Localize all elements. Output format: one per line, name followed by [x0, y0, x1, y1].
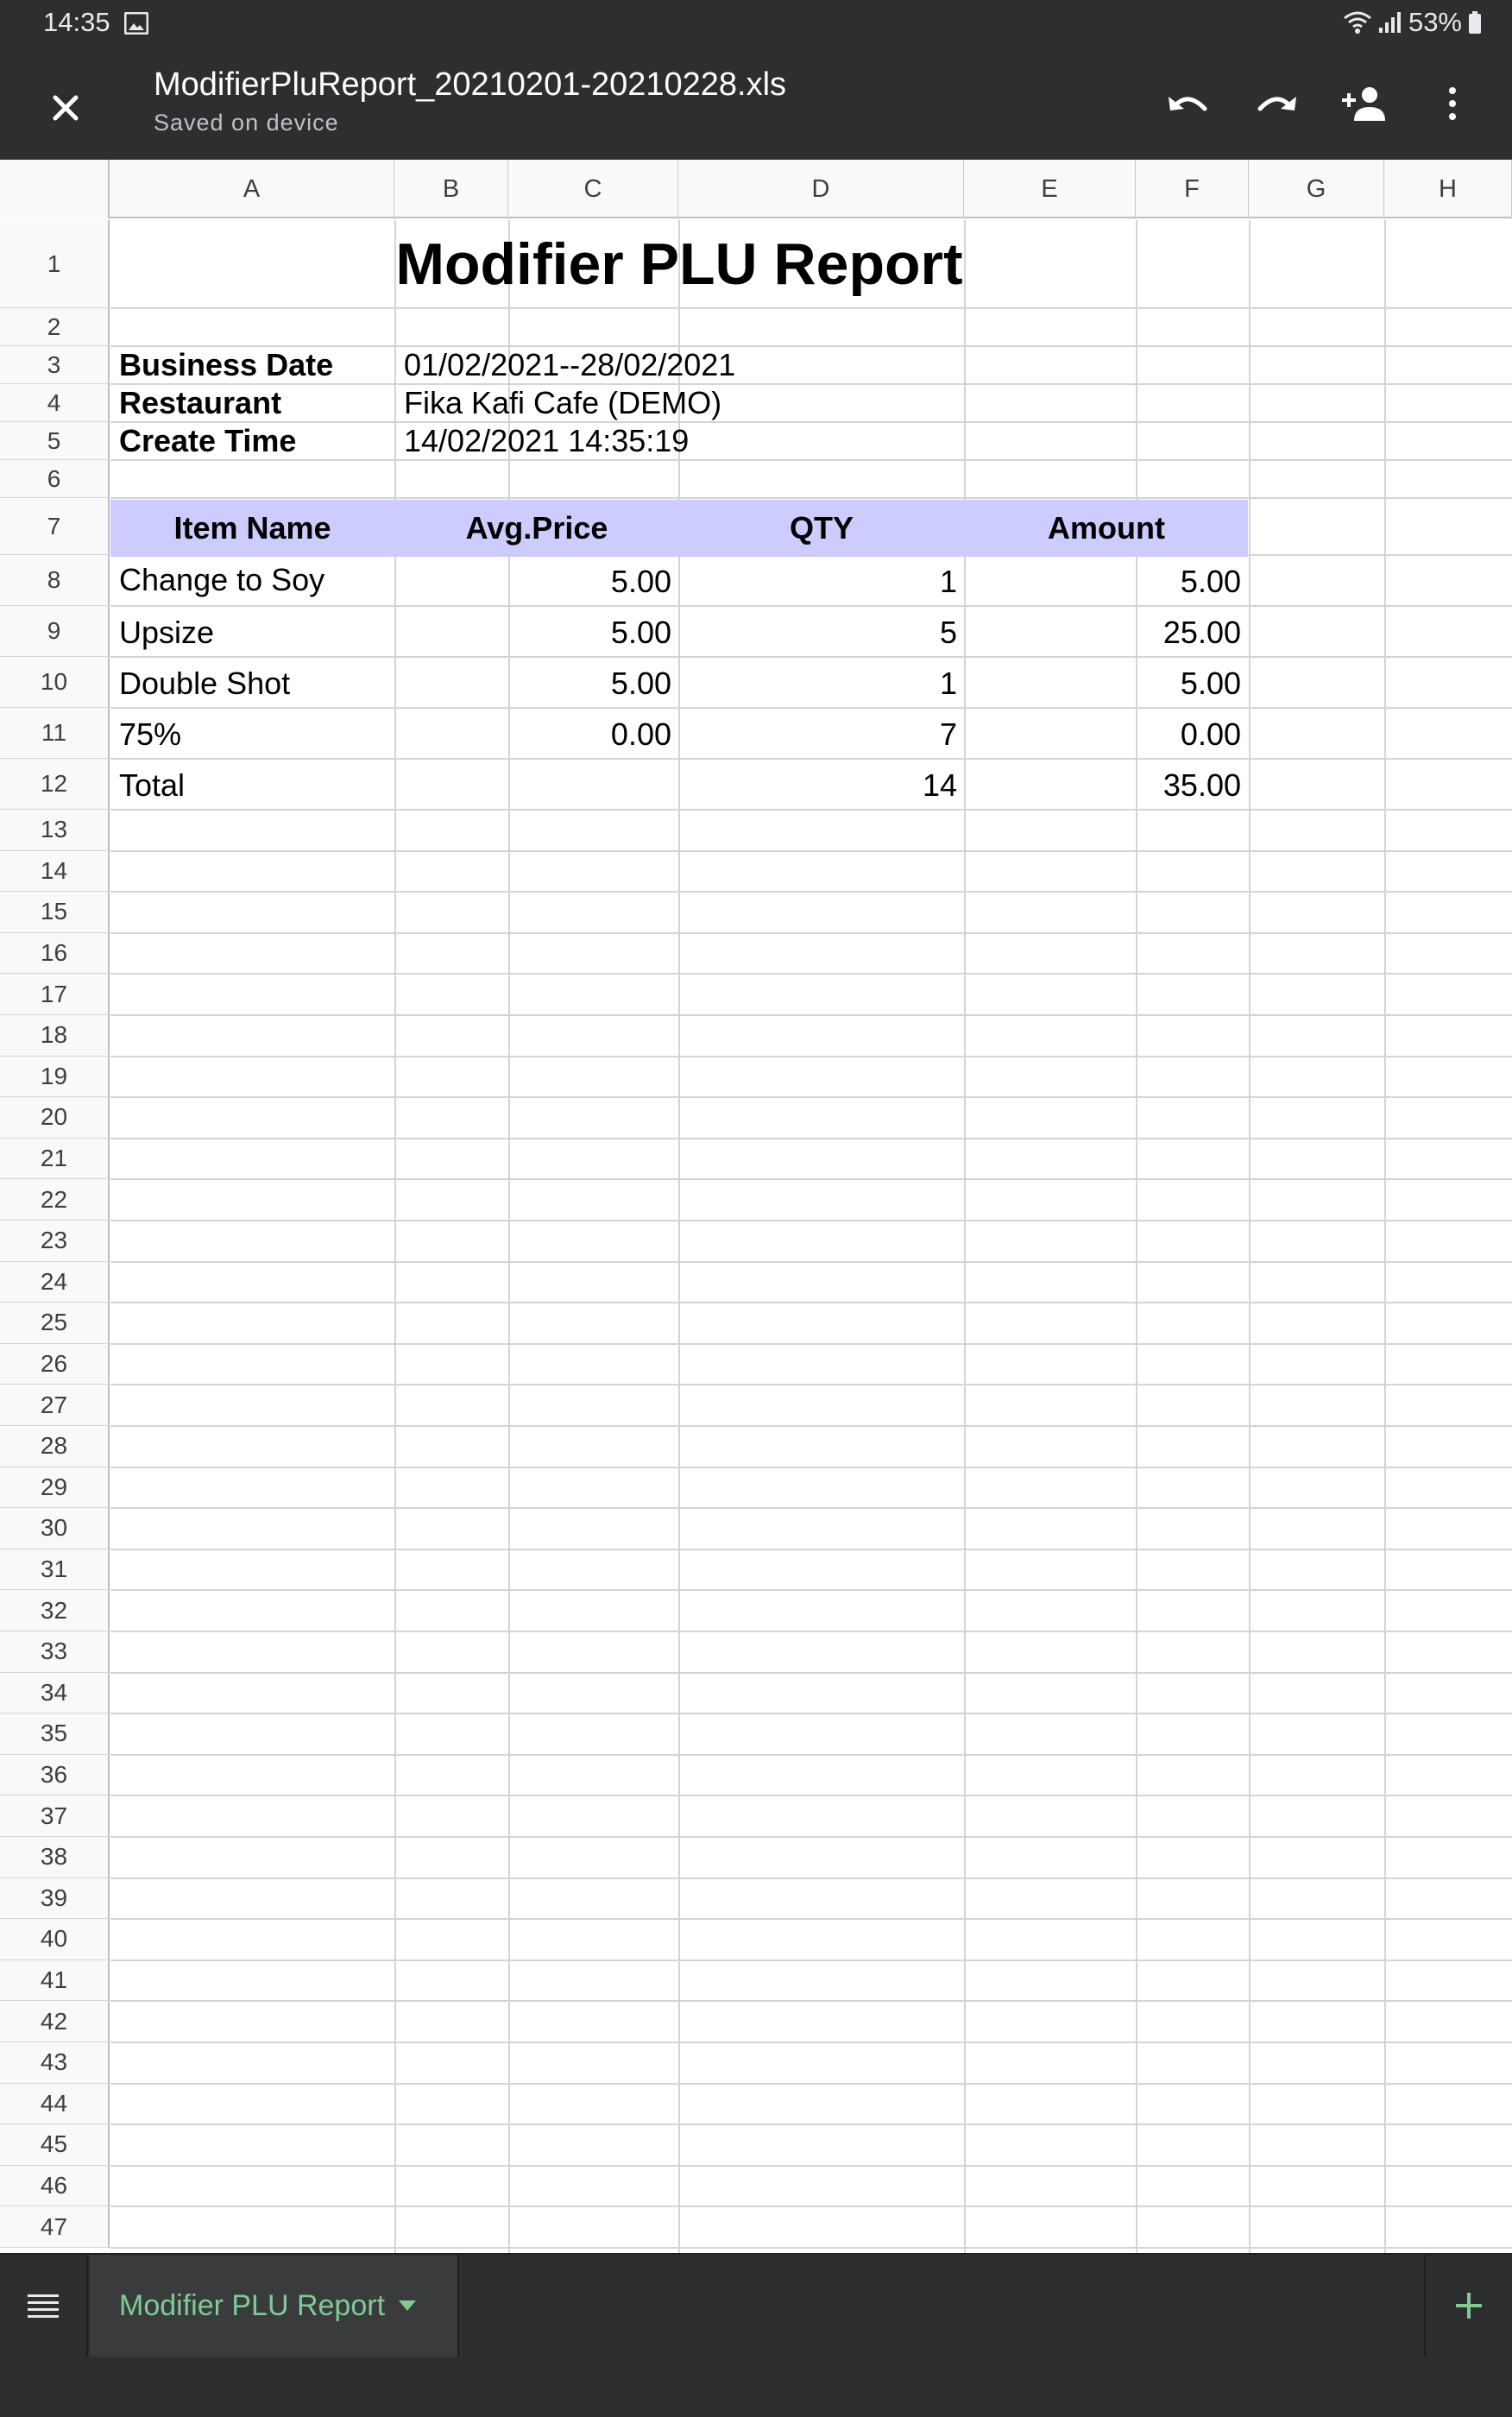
- row-header[interactable]: 41: [0, 1960, 110, 2002]
- report-title[interactable]: Modifier PLU Report: [395, 231, 963, 297]
- row-gridline: [110, 1096, 1512, 1098]
- column-header-e[interactable]: E: [964, 160, 1136, 218]
- row-gridline: [110, 932, 1512, 934]
- row-gridline: [110, 973, 1512, 975]
- row-header[interactable]: 20: [0, 1097, 110, 1139]
- row-gridline: [110, 2042, 1512, 2043]
- row-gridline: [110, 1220, 1512, 1221]
- row-header[interactable]: 10: [0, 657, 110, 708]
- row-gridline: [110, 1713, 1512, 1714]
- image-notification-icon: [124, 12, 148, 35]
- row-gridline: [110, 2000, 1512, 2002]
- row-header[interactable]: 44: [0, 2084, 110, 2125]
- restaurant-value[interactable]: Fika Kafi Cafe (DEMO): [404, 385, 722, 420]
- row-header[interactable]: 14: [0, 851, 110, 893]
- business-date-value[interactable]: 01/02/2021--28/02/2021: [404, 347, 736, 382]
- plus-icon: [1453, 2290, 1484, 2321]
- battery-percent: 53%: [1408, 7, 1462, 37]
- row-gridline: [110, 2247, 1512, 2249]
- close-icon: [40, 82, 91, 134]
- row-header[interactable]: 39: [0, 1878, 110, 1920]
- row-header[interactable]: 1: [0, 220, 110, 308]
- amount-cell[interactable]: 5.00: [1180, 666, 1241, 701]
- add-sheet-button[interactable]: [1424, 2255, 1512, 2357]
- row-header[interactable]: 45: [0, 2124, 110, 2166]
- add-person-icon: [1340, 85, 1389, 123]
- row-header[interactable]: 19: [0, 1057, 110, 1098]
- row-gridline: [110, 1877, 1512, 1879]
- row-header[interactable]: 47: [0, 2206, 110, 2248]
- qty-cell[interactable]: 1: [939, 666, 957, 701]
- row-header[interactable]: 42: [0, 2001, 110, 2042]
- file-title: ModifierPluReport_20210201-20210228.xls: [154, 66, 787, 103]
- status-indicators: [1343, 7, 1483, 38]
- wifi-icon: [1343, 10, 1372, 35]
- column-header-f[interactable]: F: [1136, 160, 1249, 218]
- row-header[interactable]: 32: [0, 1590, 110, 1631]
- row-gridline: [110, 2206, 1512, 2207]
- total-label[interactable]: Total: [119, 767, 186, 803]
- column-header-h[interactable]: H: [1384, 160, 1512, 218]
- row-gridline: [110, 1467, 1512, 1468]
- avg-price-cell[interactable]: 5.00: [610, 666, 671, 701]
- close-button[interactable]: [40, 82, 91, 134]
- item-name-cell[interactable]: Change to Soy: [119, 562, 325, 597]
- row-gridline: [110, 1343, 1512, 1345]
- column-gridline: [1384, 220, 1386, 2253]
- row-gridline: [110, 1959, 1512, 1961]
- row-header[interactable]: 23: [0, 1221, 110, 1262]
- avg-price-cell[interactable]: 0.00: [610, 716, 671, 752]
- row-gridline: [110, 1014, 1512, 1016]
- total-amount[interactable]: 35.00: [1162, 767, 1241, 803]
- row-gridline: [110, 1138, 1512, 1139]
- row-header[interactable]: 46: [0, 2166, 110, 2207]
- column-header-d[interactable]: D: [678, 160, 964, 218]
- business-date-label[interactable]: Business Date: [119, 347, 334, 382]
- row-gridline: [110, 1549, 1512, 1550]
- item-name-cell[interactable]: Double Shot: [119, 666, 291, 701]
- row-gridline: [110, 1672, 1512, 1674]
- select-all-corner[interactable]: [0, 160, 110, 218]
- amount-cell[interactable]: 25.00: [1162, 615, 1241, 650]
- header-item-name[interactable]: Item Name: [173, 510, 331, 546]
- qty-cell[interactable]: 7: [939, 716, 957, 752]
- row-gridline: [110, 1795, 1512, 1796]
- column-gridline: [1249, 220, 1251, 2253]
- row-header[interactable]: 8: [0, 555, 110, 606]
- more-options-button[interactable]: [1422, 73, 1483, 134]
- column-header-g[interactable]: G: [1249, 160, 1384, 218]
- row-header[interactable]: 21: [0, 1139, 110, 1180]
- battery-icon: [1467, 10, 1483, 35]
- row-header[interactable]: 9: [0, 606, 110, 657]
- qty-cell[interactable]: 5: [939, 615, 957, 650]
- row-gridline: [110, 1302, 1512, 1303]
- row-header[interactable]: 33: [0, 1631, 110, 1673]
- redo-icon: [1253, 86, 1300, 121]
- status-bar: [0, 0, 1512, 47]
- row-gridline: [110, 850, 1512, 852]
- row-gridline: [110, 1631, 1512, 1632]
- sheet-tab-label: Modifier PLU Report: [119, 2288, 386, 2322]
- row-gridline: [110, 2165, 1512, 2167]
- row-gridline: [110, 1178, 1512, 1180]
- create-time-label[interactable]: Create Time: [119, 423, 297, 458]
- restaurant-label[interactable]: Restaurant: [119, 385, 282, 420]
- row-header[interactable]: 16: [0, 933, 110, 975]
- app-bar: [0, 47, 1512, 160]
- row-header[interactable]: 2: [0, 308, 110, 346]
- amount-cell[interactable]: 5.00: [1180, 564, 1241, 599]
- row-gridline: [110, 1589, 1512, 1591]
- share-button[interactable]: [1334, 73, 1395, 134]
- row-header[interactable]: 15: [0, 892, 110, 933]
- item-name-cell[interactable]: Upsize: [119, 615, 215, 650]
- row-header[interactable]: 7: [0, 498, 110, 555]
- undo-icon: [1165, 86, 1212, 121]
- undo-button[interactable]: [1158, 73, 1219, 134]
- row-header[interactable]: 35: [0, 1713, 110, 1755]
- column-header-c[interactable]: C: [508, 160, 678, 218]
- row-header[interactable]: 3: [0, 346, 110, 384]
- status-time: 14:35: [43, 7, 110, 37]
- row-header[interactable]: 34: [0, 1673, 110, 1714]
- row-gridline: [110, 497, 1512, 499]
- row-header[interactable]: 43: [0, 2042, 110, 2084]
- row-gridline: [110, 2124, 1512, 2125]
- menu-lines-icon: [28, 2293, 59, 2319]
- header-avg-price[interactable]: Avg.Price: [465, 510, 608, 546]
- row-header[interactable]: 17: [0, 974, 110, 1015]
- row-header[interactable]: 40: [0, 1919, 110, 1960]
- system-nav-bar: [0, 2357, 1512, 2417]
- row-header[interactable]: 5: [0, 422, 110, 460]
- create-time-value[interactable]: 14/02/2021 14:35:19: [404, 423, 690, 458]
- amount-cell[interactable]: 0.00: [1180, 716, 1241, 752]
- total-qty[interactable]: 14: [922, 767, 957, 803]
- row-header[interactable]: 6: [0, 460, 110, 498]
- header-qty[interactable]: QTY: [789, 510, 854, 546]
- row-header[interactable]: 25: [0, 1303, 110, 1344]
- signal-icon: [1377, 10, 1403, 35]
- row-gridline: [110, 1918, 1512, 1920]
- column-header-a[interactable]: A: [110, 160, 394, 218]
- row-header[interactable]: 37: [0, 1795, 110, 1837]
- row-header[interactable]: 12: [0, 759, 110, 810]
- all-sheets-button[interactable]: [0, 2255, 88, 2357]
- row-header[interactable]: 38: [0, 1837, 110, 1878]
- item-name-cell[interactable]: 75%: [119, 716, 182, 752]
- row-header[interactable]: 11: [0, 708, 110, 759]
- row-header[interactable]: 36: [0, 1755, 110, 1796]
- more-vert-icon: [1447, 86, 1458, 121]
- row-header[interactable]: 26: [0, 1344, 110, 1385]
- row-header[interactable]: 29: [0, 1467, 110, 1509]
- row-gridline: [110, 2083, 1512, 2085]
- row-gridline: [110, 1836, 1512, 1838]
- dropdown-arrow-icon: [399, 2300, 416, 2311]
- row-gridline: [110, 1056, 1512, 1057]
- row-header[interactable]: 31: [0, 1549, 110, 1591]
- row-header[interactable]: 30: [0, 1508, 110, 1549]
- row-gridline: [110, 1754, 1512, 1756]
- sheet-tab-modifier-plu-report[interactable]: [90, 2255, 459, 2357]
- row-header[interactable]: 18: [0, 1015, 110, 1057]
- sheet-tab-bar: [0, 2253, 1512, 2357]
- row-gridline: [110, 891, 1512, 893]
- avg-price-cell[interactable]: 5.00: [610, 615, 671, 650]
- row-gridline: [110, 1507, 1512, 1509]
- row-gridline: [110, 1425, 1512, 1427]
- row-gridline: [110, 1261, 1512, 1263]
- row-header[interactable]: 13: [0, 810, 110, 851]
- header-amount[interactable]: Amount: [1048, 510, 1165, 546]
- save-status: Saved on device: [154, 110, 339, 136]
- row-header[interactable]: 24: [0, 1262, 110, 1303]
- spreadsheet-grid[interactable]: [0, 160, 1512, 2253]
- qty-cell[interactable]: 1: [939, 564, 957, 599]
- row-header[interactable]: 28: [0, 1426, 110, 1467]
- row-header[interactable]: 22: [0, 1179, 110, 1221]
- row-header[interactable]: 27: [0, 1385, 110, 1426]
- column-header-b[interactable]: B: [394, 160, 508, 218]
- avg-price-cell[interactable]: 5.00: [610, 564, 671, 599]
- row-header[interactable]: 4: [0, 384, 110, 422]
- column-header-row: [0, 160, 1512, 218]
- row-gridline: [110, 1384, 1512, 1385]
- redo-button[interactable]: [1246, 73, 1307, 134]
